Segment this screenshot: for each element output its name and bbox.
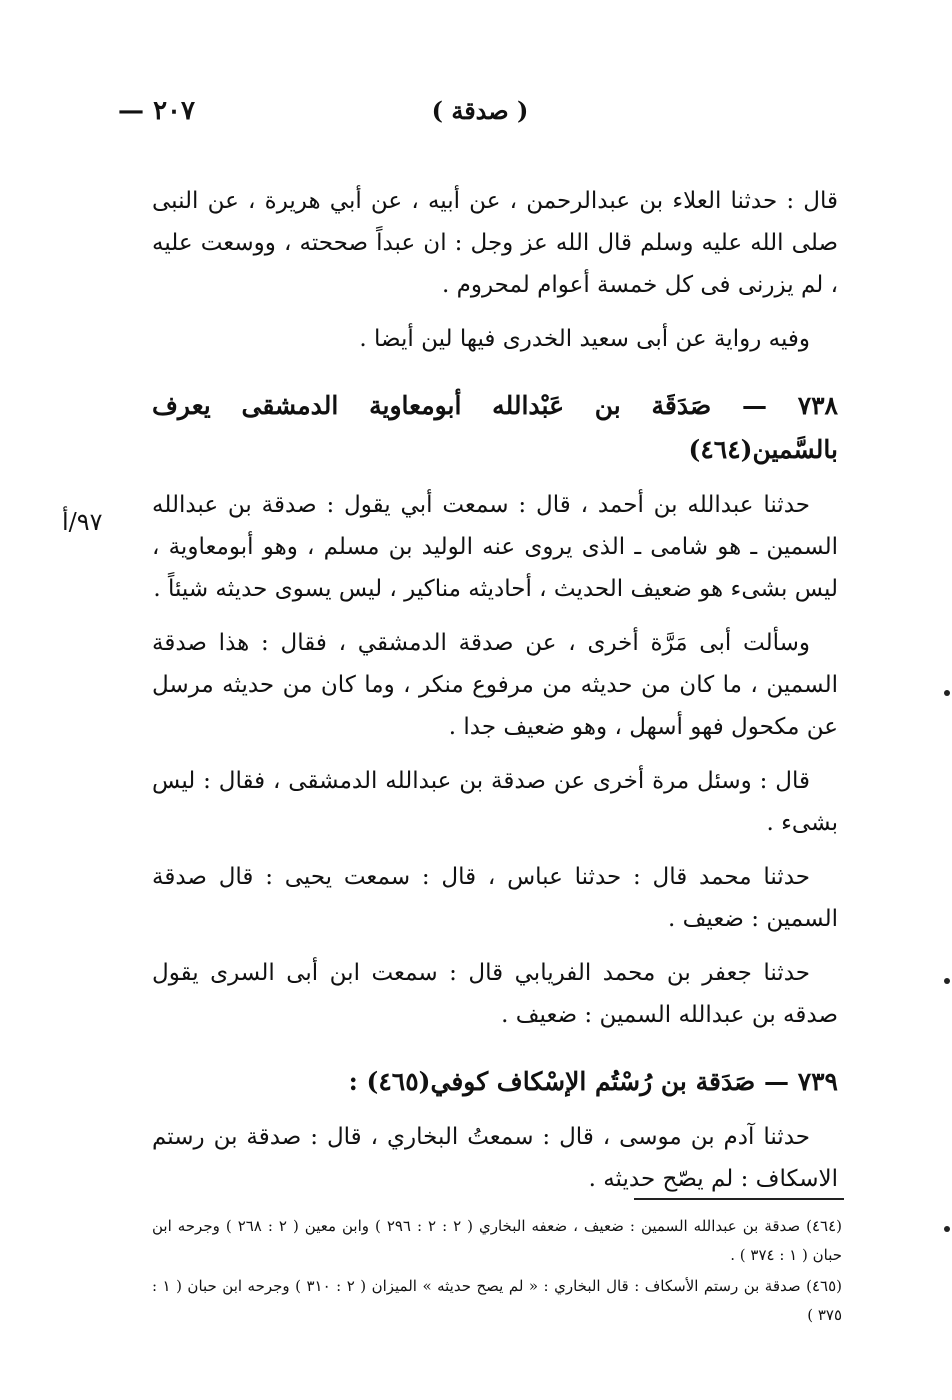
scan-mark — [944, 690, 950, 696]
footnote: (٤٦٤) صدقة بن عبدالله السمين : ضعيف ، ضعفه البخاري ( ٢ : ٢ : ٢٩٦ ) وابن معين ( ٢ : ٢٦٨ ) وجرحه ابن حبان ( ١ : ٣٧٤ ) . — [152, 1217, 843, 1264]
paragraph: وسألت أبى مَرَّة أخرى ، عن صدقة الدمشقي ، فقال : هذا صدقة السمين ، ما كان من حديثه من مرفوع منكر ، وما كان من حديثه مرسل عن مكحول فهو أسهل ، وهو ضعيف جدا . — [152, 630, 838, 740]
paragraph: وفيه رواية عن أبى سعيد الخدرى فيها لين أيضا . — [359, 326, 810, 352]
footnote-divider — [634, 1198, 844, 1200]
manuscript-folio-note: ٩٧/أ — [62, 508, 103, 536]
page-number: ٢٠٧ — — [118, 96, 195, 126]
footnotes — [152, 1212, 842, 1332]
entry-heading-739: ٧٣٩ — صَدَقة بن رُسْتُم الإسْكاف كوفي(٤٦٥) : — [348, 1067, 838, 1096]
paragraph: قال : حدثنا العلاء بن عبدالرحمن ، عن أبيه ، عن أبي هريرة ، عن النبى صلى الله عليه وسلم قال الله عز وجل : ان عبداً صححته ، ووسعت عليه ، لم يزرنى فى كل خمسة أعوام لمحروم . — [152, 188, 838, 298]
entry-heading-738: ٧٣٨ — صَدَقَة بن عَبْدالله أبومعاوية الدمشقى يعرف بالسَّمين(٤٦٤) — [152, 391, 838, 464]
scan-mark — [944, 978, 950, 984]
scan-mark — [944, 1226, 950, 1232]
paragraph: حدثنا محمد قال : حدثنا عباس ، قال : سمعت يحيى : قال صدقة السمين : ضعيف . — [152, 864, 838, 932]
footnote: (٤٦٥) صدقة بن رستم الأسكاف : قال البخاري : « لم يصح حديثه » الميزان ( ٢ : ٣١٠ ) وجرحه ابن حبان ( ١ : ٣٧٥ ) — [152, 1277, 842, 1324]
paragraph: حدثنا جعفر بن محمد الفريابي قال : سمعت ابن أبى السرى يقول صدقه بن عبدالله السمين : ضعيف . — [152, 960, 838, 1028]
running-title: ( صدقة ) — [431, 96, 529, 125]
paragraph: حدثنا آدم بن موسى ، قال : سمعتُ البخاري ، قال : صدقة بن رستم الاسكاف : لم يصّح حديثه . — [152, 1124, 838, 1192]
main-text — [152, 180, 838, 1212]
paragraph: حدثنا عبدالله بن أحمد ، قال : سمعت أبي يقول : صدقة بن عبدالله السمين ـ هو شامى ـ الذى يروى عنه الوليد بن مسلم ، وهو أبومعاوية ، ليس بشىء هو ضعيف الحديث ، أحاديثه مناكير ، ليس يسوى حديثه شيئاً . — [152, 492, 839, 602]
paragraph: قال : وسئل مرة أخرى عن صدقة بن عبدالله الدمشقى ، فقال : ليس بشىء . — [152, 768, 838, 836]
